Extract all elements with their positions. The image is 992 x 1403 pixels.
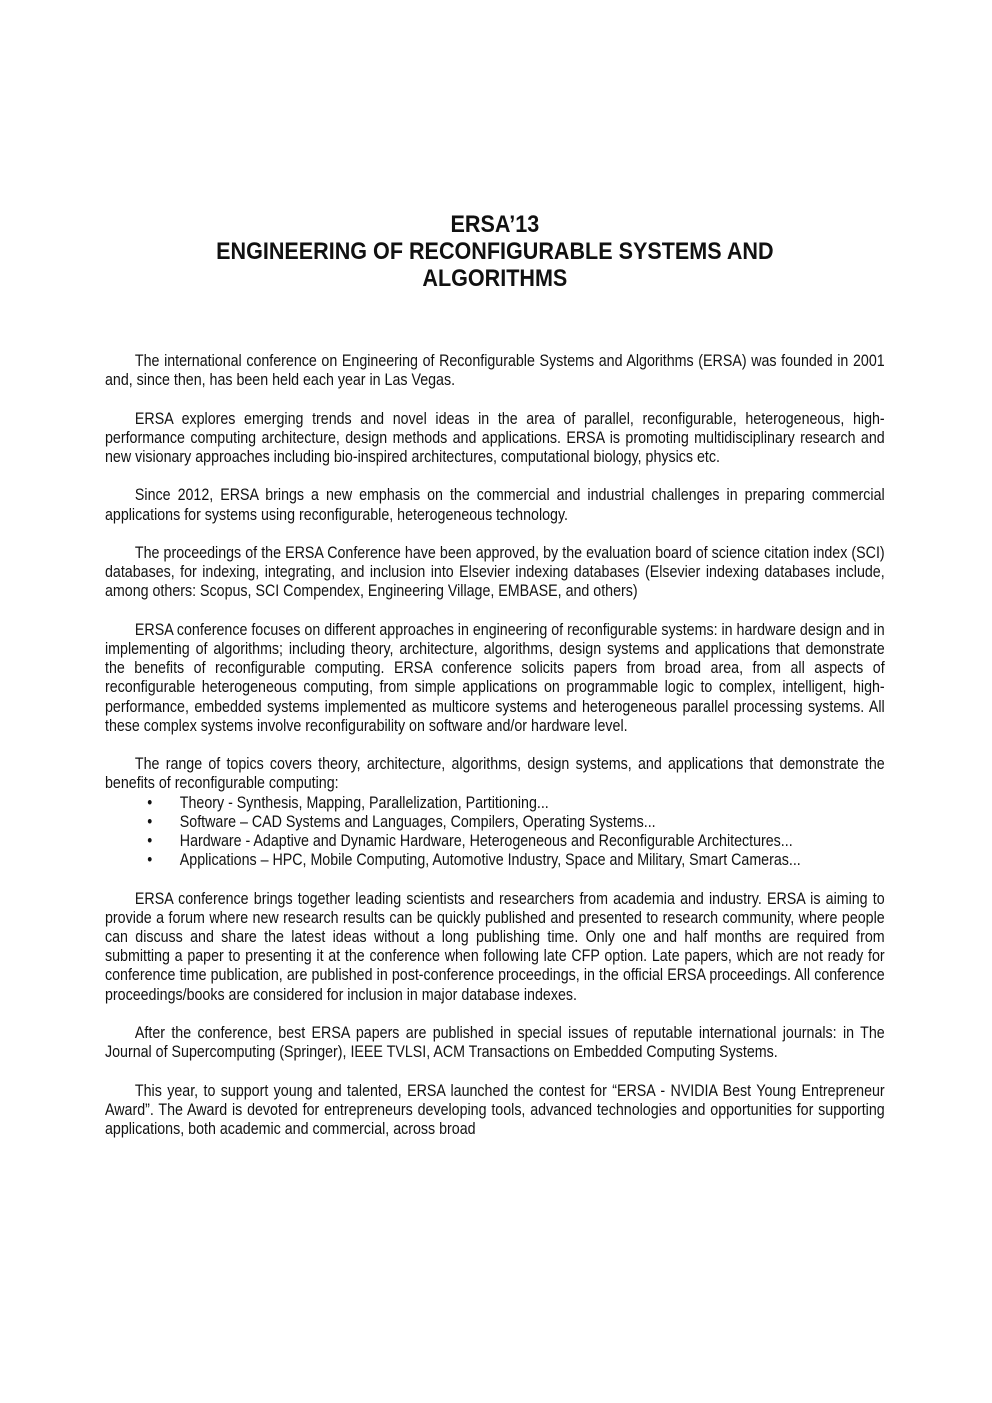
paragraph: The range of topics covers theory, architecture, algorithms, design systems, and applications that demonstrate the benefits of reconfigurable computing: [105,755,885,793]
bullet-icon: • [147,812,153,831]
paragraph: The proceedings of the ERSA Conference have been approved, by the evaluation board of science citation index (SCI) databases, for indexing, integrating, and inclusion into Elsevier indexing databases (Elsevier indexing databases include, among others: Scopus, SCI Compendex, Engineering Village, EMBASE, and others) [105,543,885,601]
bullet-icon: • [147,832,153,850]
topics-list [105,794,885,871]
paragraph: Since 2012, ERSA brings a new emphasis on the commercial and industrial challenges in preparing commercial applications for systems using reconfigurable, heterogeneous technology. [105,486,885,524]
bullet-icon: • [147,793,153,812]
list-item: • Software – CAD Systems and Languages, Compilers, Operating Systems... [147,812,656,831]
paragraph: This year, to support young and talented, ERSA launched the contest for “ERSA - NVIDIA Best Young Entrepreneur Award”. The Award is devoted for entrepreneurs developing tools, advanced technologies and opportunities for supporting applications, both academic and commercial, across broad [105,1081,885,1138]
paragraph: ERSA conference focuses on different approaches in engineering of reconfigurable systems: in hardware design and in implementing of algorithms; including theory, architecture, algorithms, design systems and applications that demonstrate the benefits of reconfigurable computing. ERSA conference solicits papers from broad area, from all aspects of reconfigurable heterogeneous computing, from simple applications on programmable logic to complex, intelligent, high-performance, embedded systems implemented as multicore systems and heterogeneous parallel processing systems. All these complex systems involve reconfigurability on software and/or hardware level. [105,620,885,735]
list-item: • Theory - Synthesis, Mapping, Parallelization, Partitioning... [147,793,549,812]
document-body [105,352,885,1158]
paragraph: After the conference, best ERSA papers are published in special issues of reputable international journals: in The Journal of Supercomputing (Springer), IEEE TVLSI, ACM Transactions on Embedded Computing Systems. [105,1024,885,1062]
title-line-1: ERSA’13 [450,211,540,238]
list-item: • Hardware - Adaptive and Dynamic Hardware, Heterogeneous and Reconfigurable Architectures... [147,832,793,850]
paragraph: The international conference on Engineering of Reconfigurable Systems and Algorithms (ERSA) was founded in 2001 and, since then, has been held each year in Las Vegas. [105,352,885,390]
title-line-3: ALGORITHMS [422,265,568,292]
title-line-2: ENGINEERING OF RECONFIGURABLE SYSTEMS AND [216,238,774,265]
bullet-icon: • [147,851,153,870]
document-title [105,211,885,292]
paragraph: ERSA explores emerging trends and novel ideas in the area of parallel, reconfigurable, heterogeneous, high-performance computing architecture, design methods and applications. ERSA is promoting multidisciplinary research and new visionary approaches including bio-inspired architectures, computational biology, physics etc. [105,409,885,466]
paragraph: ERSA conference brings together leading scientists and researchers from academia and industry. ERSA is aiming to provide a forum where new research results can be quickly published and presented to research community, where people can discuss and share the latest ideas without a long publishing time. Only one and half months are required from submitting a paper to presenting it at the conference when following late CFP option. Late papers, which are not ready for conference time publication, are published in post-conference proceedings, in the official ERSA proceedings. All conference proceedings/books are considered for inclusion in major database indexes. [105,889,885,1004]
list-item: • Applications – HPC, Mobile Computing, Automotive Industry, Space and Military, Smart Cameras... [147,851,801,870]
